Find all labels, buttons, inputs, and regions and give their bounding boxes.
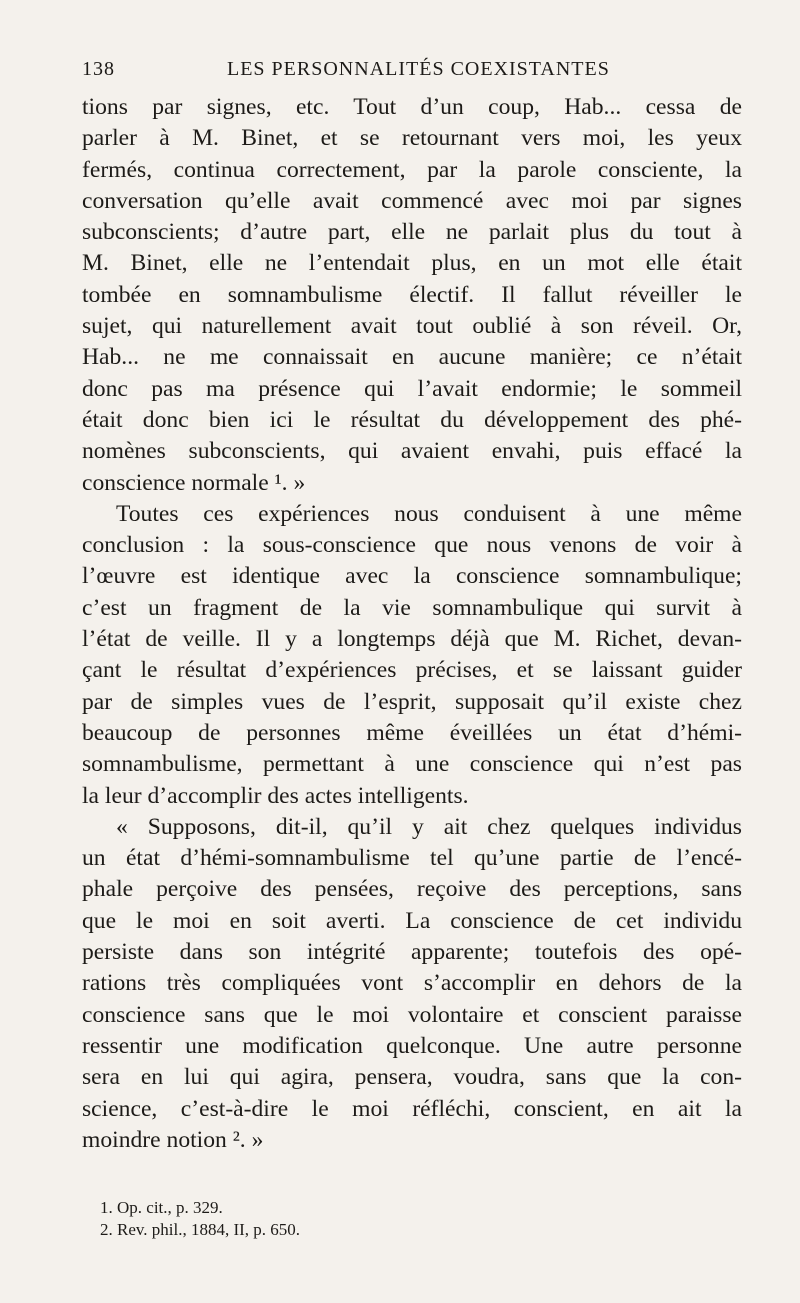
text-line: un état d’hémi-somnambulisme tel qu’une partie de l’encé- (82, 845, 742, 872)
text-line: donc pas ma présence qui l’avait endormie; le sommeil (82, 375, 742, 402)
text-line: conclusion : la sous-conscience que nous venons de voir à (82, 532, 742, 559)
page-number: 138 (82, 58, 115, 80)
text-line: subconscients; d’autre part, elle ne parlait plus du tout à (82, 219, 742, 246)
text-line: parler à M. Binet, et se retournant vers moi, les yeux (82, 125, 742, 152)
text-line: l’œuvre est identique avec la conscience somnambulique; (82, 563, 742, 590)
text-line: somnambulisme, permettant à une conscience qui n’est pas (82, 751, 742, 778)
footnote-2: 2. Rev. phil., 1884, II, p. 650. (100, 1220, 301, 1239)
text-line: çant le résultat d’expériences précises, et se laissant guider (82, 657, 742, 684)
text-line: moindre notion ². » (82, 1126, 264, 1153)
footnotes (100, 1197, 740, 1241)
text-line: ressentir une modification quelconque. Une autre personne (82, 1032, 742, 1059)
text-line: rations très compliquées vont s’accomplir en dehors de la (82, 970, 742, 997)
text-line: nomènes subconscients, qui avaient envahi, puis effacé la (82, 438, 742, 465)
text-line: « Supposons, dit-il, qu’il y ait chez quelques individus (116, 813, 742, 840)
text-line: la leur d’accomplir des actes intelligents. (82, 782, 469, 809)
text-line: conscience sans que le moi volontaire et conscient paraisse (82, 1001, 742, 1028)
text-line: Toutes ces expériences nous conduisent à une même (116, 500, 742, 527)
text-line: par de simples vues de l’esprit, supposait qu’il existe chez (82, 688, 742, 715)
text-line: conscience normale ¹. » (82, 469, 306, 496)
running-title: LES PERSONNALITÉS COEXISTANTES (227, 58, 610, 80)
text-line: conversation qu’elle avait commencé avec moi par signes (82, 187, 742, 214)
text-line: c’est un fragment de la vie somnambulique qui survit à (82, 594, 742, 621)
text-line: M. Binet, elle ne l’entendait plus, en un mot elle était (82, 250, 742, 277)
text-line: l’état de veille. Il y a longtemps déjà que M. Richet, devan- (82, 626, 742, 653)
body-text (82, 92, 742, 1156)
text-line: persiste dans son intégrité apparente; toutefois des opé- (82, 939, 742, 966)
text-line: sujet, qui naturellement avait tout oublié à son réveil. Or, (82, 313, 742, 340)
text-line: science, c’est-à-dire le moi réfléchi, conscient, en ait la (82, 1095, 742, 1122)
text-line: que le moi en soit averti. La conscience de cet individu (82, 907, 742, 934)
page-header (82, 58, 742, 88)
text-line: tions par signes, etc. Tout d’un coup, Hab... cessa de (82, 94, 742, 120)
text-line: tombée en somnambulisme électif. Il fallut réveiller le (82, 281, 742, 308)
text-line: sera en lui qui agira, pensera, voudra, sans que la con- (82, 1064, 742, 1091)
text-line: beaucoup de personnes même éveillées un état d’hémi- (82, 719, 742, 746)
text-line: fermés, continua correctement, par la parole consciente, la (82, 156, 742, 183)
text-line: phale perçoive des pensées, reçoive des perceptions, sans (82, 876, 742, 903)
text-line: Hab... ne me connaissait en aucune manière; ce n’était (82, 344, 742, 371)
text-line: était donc bien ici le résultat du développement des phé- (82, 406, 742, 433)
footnote-1: 1. Op. cit., p. 329. (100, 1198, 223, 1217)
